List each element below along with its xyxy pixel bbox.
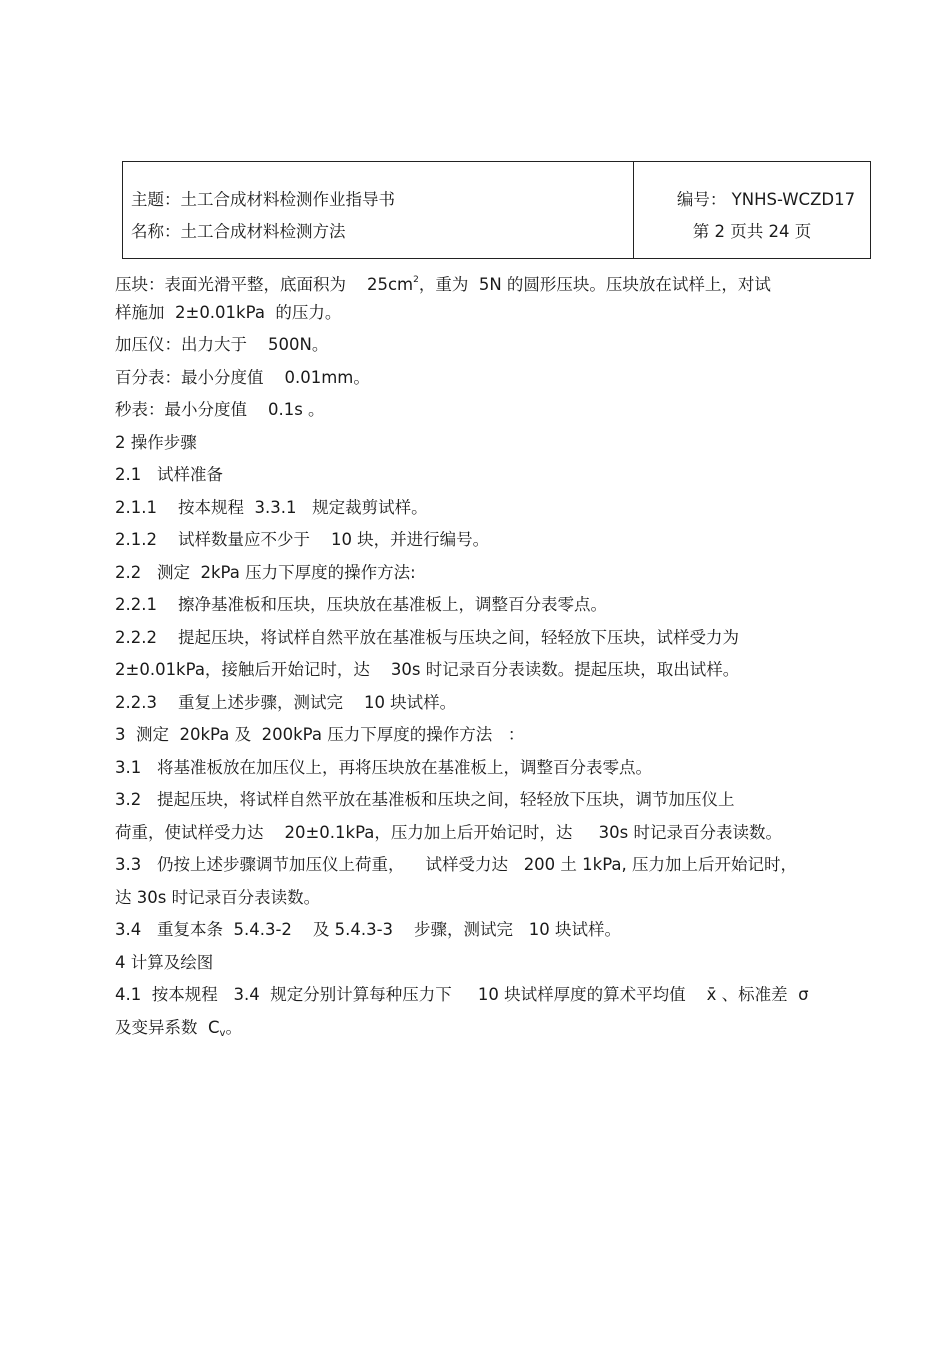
text-line: 加压仪：出力大于 500N。 bbox=[115, 335, 329, 354]
text-line: 4.1 按本规程 3.4 规定分别计算每种压力下 10 块试样厚度的算术平均值 x̄ 、标准差 σ bbox=[115, 985, 809, 1004]
header-right-cell bbox=[634, 162, 870, 258]
text-line bbox=[115, 264, 835, 297]
section-heading: 2 操作步骤 bbox=[115, 432, 197, 452]
text-line: 2.2.3 重复上述步骤，测试完 10 块试样。 bbox=[115, 692, 457, 712]
text-line: 3.4 重复本条 5.4.3-2 及 5.4.3-3 步骤，测试完 10 块试样。 bbox=[115, 920, 622, 939]
text-line: 百分表：最小分度值 0.01mm。 bbox=[115, 367, 370, 387]
text-line: 样施加 2±0.01kPa 的压力。 bbox=[115, 302, 342, 322]
superscript: 2 bbox=[413, 275, 419, 285]
text-line: 达 30s 时记录百分表读数。 bbox=[115, 887, 321, 907]
text-line: 3.2 提起压块，将试样自然平放在基准板和压块之间，轻轻放下压块，调节加压仪上 bbox=[115, 790, 735, 809]
text-line: 2.1.2 试样数量应不少于 10 块，并进行编号。 bbox=[115, 530, 490, 549]
subscript: v bbox=[219, 1027, 226, 1039]
text-line: 2±0.01kPa，接触后开始记时，达 30s 时记录百分表读数。提起压块，取出试样。 bbox=[115, 660, 740, 679]
section-heading: 3 测定 20kPa 及 200kPa 压力下厚度的操作方法 ： bbox=[115, 725, 525, 744]
text-span: 压块：表面光滑平整，底面积为 25cm bbox=[115, 275, 414, 294]
text-line: 3.3 仍按上述步骤调节加压仪上荷重， 试样受力达 200 土 1kPa, 压力加上后开始记时， bbox=[115, 855, 798, 874]
subsection-heading: 2.1 试样准备 bbox=[115, 465, 223, 484]
text-line: 3.1 将基准板放在加压仪上，再将压块放在基准板上，调整百分表零点。 bbox=[115, 757, 652, 777]
text-span: ，重为 5N 的圆形压块。压块放在试样上，对试 bbox=[418, 275, 771, 294]
header-left-cell bbox=[123, 162, 634, 258]
text-span: 。 bbox=[225, 1017, 242, 1037]
section-heading: 4 计算及绘图 bbox=[115, 952, 214, 972]
text-line: 荷重，使试样受力达 20±0.1kPa，压力加上后开始记时，达 30s 时记录百分表读数。 bbox=[115, 822, 782, 842]
text-span: 及变异系数 C bbox=[115, 1017, 220, 1037]
document-body bbox=[115, 264, 835, 1044]
document-name: 名称：土工合成材料检测方法 bbox=[131, 222, 346, 241]
text-line: 2.2.2 提起压块，将试样自然平放在基准板与压块之间，轻轻放下压块，试样受力为 bbox=[115, 627, 739, 647]
text-line: 2.1.1 按本规程 3.3.1 规定裁剪试样。 bbox=[115, 497, 428, 517]
document-code: 编号： YNHS-WCZD17 bbox=[676, 190, 856, 209]
page-number: 第 2 页共 24 页 bbox=[692, 222, 812, 241]
document-subject: 主题：土工合成材料检测作业指导书 bbox=[131, 190, 395, 209]
text-line: 2.2.1 擦净基准板和压块，压块放在基准板上，调整百分表零点。 bbox=[115, 595, 607, 614]
text-line: 秒表：最小分度值 0.1s 。 bbox=[115, 400, 325, 419]
document-header-table bbox=[122, 161, 871, 259]
text-line bbox=[115, 1012, 835, 1045]
subsection-heading: 2.2 测定 2kPa 压力下厚度的操作方法: bbox=[115, 562, 416, 582]
